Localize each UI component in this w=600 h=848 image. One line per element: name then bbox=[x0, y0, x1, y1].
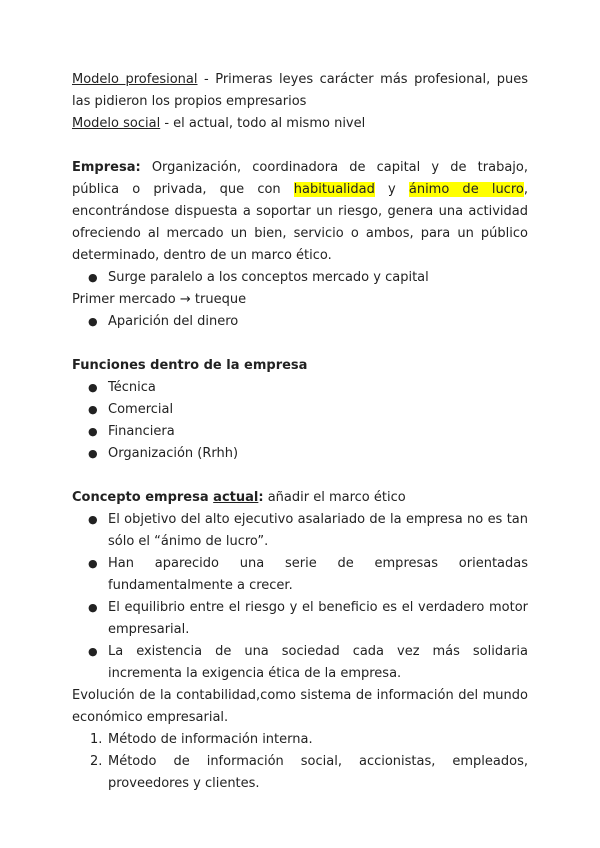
bullet-icon: ● bbox=[88, 601, 98, 614]
empresa-definition bbox=[72, 157, 528, 267]
list-item: ● Han aparecido una serie de empresas orientadas fundamentalmente a crecer. bbox=[72, 553, 528, 597]
concepto-label-actual: actual bbox=[213, 490, 259, 505]
bullet-icon: ● bbox=[88, 271, 98, 284]
concepto-label-colon: : bbox=[258, 490, 264, 505]
concepto-heading bbox=[72, 487, 528, 509]
bullet-icon: ● bbox=[88, 645, 98, 658]
list-item: ● Financiera bbox=[72, 421, 528, 443]
funciones-heading: Funciones dentro de la empresa bbox=[72, 358, 308, 373]
list-item: ● Aparición del dinero bbox=[72, 311, 528, 333]
mercado-line: Primer mercado → trueque bbox=[72, 292, 247, 307]
empresa-bullets bbox=[72, 267, 528, 289]
list-item: ● El equilibrio entre el riesgo y el beneficio es el verdadero motor empresarial. bbox=[72, 597, 528, 641]
empresa-label: Empresa: bbox=[72, 160, 141, 175]
concepto-label: Concepto empresa bbox=[72, 490, 214, 505]
list-item: ● La existencia de una sociedad cada vez más solidaria incrementa la exigencia ética de la empresa. bbox=[72, 641, 528, 685]
list-item: 1. Método de información interna. bbox=[72, 729, 528, 751]
funciones-list bbox=[72, 377, 528, 465]
highlight-habitualidad: habitualidad bbox=[293, 182, 375, 197]
list-item: ● Organización (Rrhh) bbox=[72, 443, 528, 465]
evolucion-list bbox=[72, 729, 528, 795]
list-item: 2. Método de información social, accionistas, empleados, proveedores y clientes. bbox=[72, 751, 528, 795]
empresa-text-b: y bbox=[374, 182, 409, 197]
empresa-text-a: Organización, coordinadora de capital y de trabajo, pública o privada, que con bbox=[72, 160, 528, 197]
bullet-icon: ● bbox=[88, 557, 98, 570]
list-item: ● El objetivo del alto ejecutivo asalariado de la empresa no es tan sólo el “ánimo de lucro”. bbox=[72, 509, 528, 553]
document-page bbox=[72, 69, 528, 795]
modelo-profesional-text: - Primeras leyes carácter más profesional, pues las pidieron los propios empresarios bbox=[72, 72, 528, 109]
highlight-animo-lucro: ánimo de lucro bbox=[408, 182, 524, 197]
evolucion-paragraph: Evolución de la contabilidad,como sistema de información del mundo económico empresarial. bbox=[72, 688, 528, 725]
modelo-profesional-term: Modelo profesional bbox=[72, 72, 198, 87]
bullet-icon: ● bbox=[88, 447, 98, 460]
list-number: 1. bbox=[90, 732, 103, 747]
empresa-text-c: , encontrándose dispuesta a soportar un riesgo, genera una actividad ofreciendo al mercado un bien, servicio o ambos, para un público determinado, dentro de un marco ético. bbox=[72, 182, 528, 263]
modelo-social-text: - el actual, todo al mismo nivel bbox=[160, 116, 366, 131]
bullet-icon: ● bbox=[88, 315, 98, 328]
modelo-social-term: Modelo social bbox=[72, 116, 161, 131]
bullet-icon: ● bbox=[88, 403, 98, 416]
list-item: ● Comercial bbox=[72, 399, 528, 421]
bullet-icon: ● bbox=[88, 425, 98, 438]
bullet-icon: ● bbox=[88, 513, 98, 526]
bullet-icon: ● bbox=[88, 381, 98, 394]
list-item: ● Técnica bbox=[72, 377, 528, 399]
list-number: 2. bbox=[90, 754, 103, 769]
modelo-profesional-paragraph bbox=[72, 69, 528, 113]
concepto-text: añadir el marco ético bbox=[263, 490, 406, 505]
concepto-bullets bbox=[72, 509, 528, 685]
mercado-bullets bbox=[72, 311, 528, 333]
list-item: ● Surge paralelo a los conceptos mercado y capital bbox=[72, 267, 528, 289]
modelo-social-paragraph bbox=[72, 113, 528, 135]
